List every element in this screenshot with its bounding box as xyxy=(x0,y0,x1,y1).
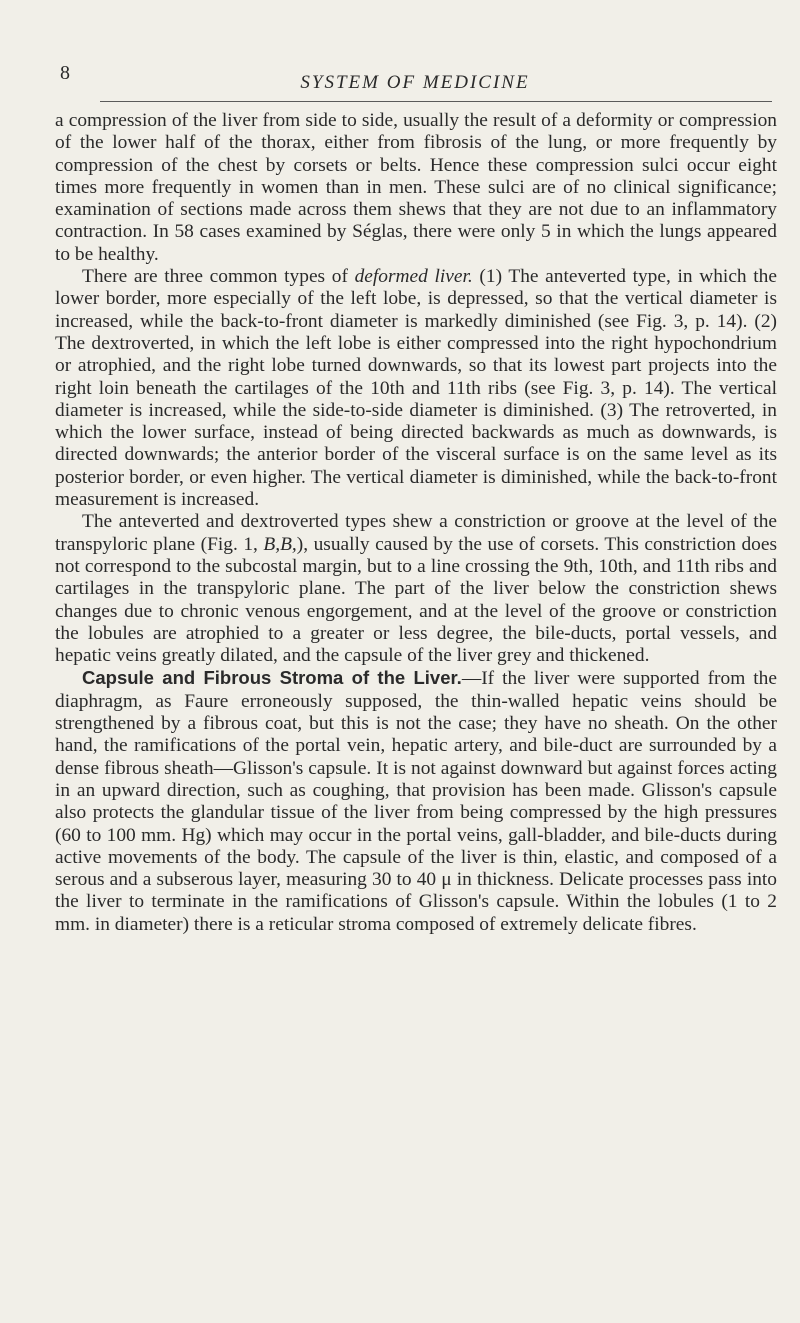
header-rule xyxy=(100,101,772,102)
figure-reference: B,B, xyxy=(263,533,297,555)
page-number: 8 xyxy=(60,62,70,84)
section-heading: Capsule and Fibrous Stroma of the Liver. xyxy=(82,667,462,689)
paragraph-text: (1) The anteverted type, in which the lower border, more especially of the left lobe, is depressed, so that the vertical diameter is increased, while the back-to-front diameter is markedly diminished (see Fig. 3, p. 14). (2) The dextroverted, in which the left lobe is either compressed into the right hypochondrium or atrophied, and the right lobe turned downwards, so that its lowest part projects into the right loin beneath the cartilages of the 10th and 11th ribs (see Fig. 3, p. 14). The vertical diameter is increased, while the side-to-side diameter is diminished. (3) The retroverted, in which the lower surface, instead of being directed backwards as much as downwards, is directed downwards; the anterior border of the visceral surface is on the same level as its posterior border, or even higher. The vertical diameter is diminished, while the back-to-front measurement is increased. xyxy=(55,266,777,511)
paragraph-capsule-stroma xyxy=(55,667,777,936)
paragraph-text: ), usually caused by the use of corsets. This constriction does not correspond to the subcostal margin, but to a line crossing the 9th, 10th, and 11th ribs and cartilages in the transpyloric plane. The part of the liver below the constriction shews changes due to chronic venous engorgement, and at the level of the groove or constriction the lobules are atrophied to a greater or less degree, the bile-ducts, portal vessels, and hepatic veins greatly dilated, and the capsule of the liver grey and thickened. xyxy=(55,533,777,667)
body-text xyxy=(55,110,777,936)
paragraph-constriction xyxy=(55,511,777,667)
paragraph-compression-sulci: a compression of the liver from side to side, usually the result of a deformity or compression of the lower half of the thorax, either from fibrosis of the lung, or more frequently by compression of the chest by corsets or belts. Hence these compression sulci occur eight times more frequently in women than in men. These sulci are of no clinical significance; examination of sections made across them shews that they are not due to an inflammatory contraction. In 58 cases examined by Séglas, there were only 5 in which the lungs appeared to be healthy. xyxy=(55,110,777,265)
page-header xyxy=(60,62,770,102)
paragraph-text: The anteverted and dextroverted types shew a constriction or groove at the level of the transpyloric plane (Fig. 1, xyxy=(55,511,777,555)
paragraph-text: There are three common types of xyxy=(82,266,355,288)
paragraph-text: —If the liver were supported from the diaphragm, as Faure erroneously supposed, the thin-walled hepatic veins should be strengthened by a fibrous coat, but this is not the case; they have no sheath. On the other hand, the ramifications of the portal vein, hepatic artery, and bile-duct are surrounded by a dense fibrous sheath—Glisson's capsule. It is not against downward but against forces acting in an upward direction, such as coughing, that provision has been made. Glisson's capsule also protects the glandular tissue of the liver from being compressed by the high pressures (60 to 100 mm. Hg) which may occur in the portal veins, gall-bladder, and bile-ducts during active movements of the body. The capsule of the liver is thin, elastic, and composed of a serous and a subserous layer, measuring 30 to 40 μ in thickness. Delicate processes pass into the liver to terminate in the ramifications of Glisson's capsule. Within the lobules (1 to 2 mm. in diameter) there is a reticular stroma composed of extremely delicate fibres. xyxy=(55,668,777,935)
paragraph-deformed-liver-types xyxy=(55,266,777,511)
italic-term: deformed liver. xyxy=(354,266,473,288)
running-title: SYSTEM OF MEDICINE xyxy=(300,72,530,93)
